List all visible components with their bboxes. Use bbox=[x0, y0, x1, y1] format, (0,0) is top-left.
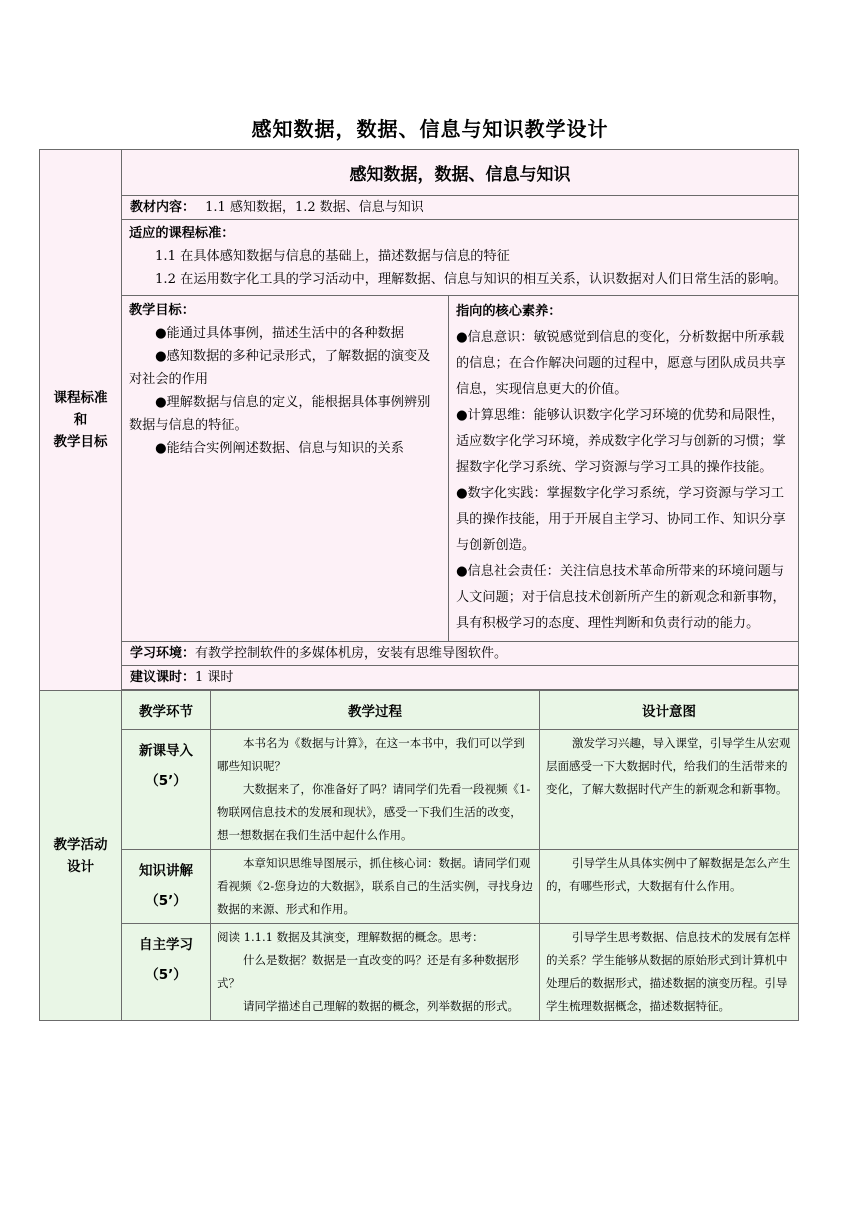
environment-value: 有教学控制软件的多媒体机房，安装有思维导图软件。 bbox=[195, 646, 508, 661]
stage-name: 自主学习 bbox=[139, 937, 193, 953]
material-value: 1.1 感知数据，1.2 数据、信息与知识 bbox=[205, 200, 424, 215]
standard-item: 1.2 在运用数字化工具的学习活动中，理解数据、信息与知识的相互关系，认识数据对人们日常生活的影响。 bbox=[155, 272, 787, 287]
section-label-activities bbox=[40, 691, 122, 1021]
literacy-label: 指向的核心素养： bbox=[456, 304, 562, 319]
side-label-line: 和 bbox=[73, 412, 88, 428]
standards-label: 适应的课程标准： bbox=[129, 226, 235, 241]
intent-text: 引导学生从具体实例中了解数据是怎么产生的，有哪些形式，大数据有什么作用。 bbox=[546, 856, 791, 893]
side-label-line: 课程标准 bbox=[53, 390, 108, 406]
process-cell bbox=[211, 850, 540, 924]
section-label-standards bbox=[40, 150, 122, 691]
goals-label: 教学目标： bbox=[129, 303, 195, 318]
intent-text: 引导学生思考数据、信息技术的发展有怎样的关系？学生能够从数据的原始形式到计算机中处理后的数据形式，描述数据的演变历程。引导学生梳理数据概念，描述数据特征。 bbox=[546, 930, 791, 1013]
material-label: 教材内容： bbox=[130, 200, 196, 215]
process-text: 本书名为《数据与计算》，在这一本书中，我们可以学到哪些知识呢？ bbox=[217, 736, 525, 773]
literacy-item: ●信息社会责任：关注信息技术革命所带来的环境问题与人文问题；对于信息技术创新所产生的新观念和新事物，具有积极学习的态度、理性判断和负责行动的能力。 bbox=[456, 564, 786, 631]
side-label-line: 设计 bbox=[67, 858, 94, 875]
stage-cell bbox=[122, 924, 211, 1021]
stage-name: 新课导入 bbox=[139, 743, 193, 759]
side-label-line: 教学活动 bbox=[53, 836, 108, 853]
process-text: 什么是数据？数据是一直改变的吗？还是有多种数据形式？ bbox=[217, 953, 519, 990]
goal-item: ●能结合实例阐述数据、信息与知识的关系 bbox=[155, 441, 404, 456]
intent-cell bbox=[540, 850, 799, 924]
document-title: 感知数据，数据、信息与知识教学设计 bbox=[251, 117, 609, 141]
intent-cell bbox=[540, 730, 799, 850]
environment-row bbox=[122, 642, 799, 666]
hours-label: 建议课时： bbox=[130, 670, 196, 685]
intent-cell bbox=[540, 924, 799, 1021]
process-cell bbox=[211, 924, 540, 1021]
literacy-item: ●信息意识：敏锐感觉到信息的变化，分析数据中所承载的信息；在合作解决问题的过程中，愿意与团队成员共享信息，实现信息更大的价值。 bbox=[456, 330, 786, 397]
literacy-item: ●数字化实践：掌握数字化学习系统，学习资源与学习工具的操作技能，用于开展自主学习、协同工作、知识分享与创新创造。 bbox=[456, 486, 786, 553]
stage-cell bbox=[122, 730, 211, 850]
goal-item: ●能通过具体事例，描述生活中的各种数据 bbox=[155, 326, 404, 341]
standard-item: 1.1 在具体感知数据与信息的基础上，描述数据与信息的特征 bbox=[155, 249, 510, 264]
column-header-intent: 设计意图 bbox=[540, 691, 799, 730]
topic-title: 感知数据，数据、信息与知识 bbox=[122, 150, 799, 196]
stage-name: 知识讲解 bbox=[139, 863, 193, 879]
material-row bbox=[122, 196, 799, 220]
stage-time: （5’） bbox=[145, 967, 187, 983]
stage-cell bbox=[122, 850, 211, 924]
column-header-stage: 教学环节 bbox=[122, 691, 211, 730]
literacy-item: ●计算思维：能够认识数字化学习环境的优势和局限性，适应数字化学习环境，养成数字化学习与创新的习惯；掌握数字化学习系统、学习资源与学习工具的操作技能。 bbox=[456, 408, 786, 475]
process-text: 请同学描述自己理解的数据的概念，列举数据的形式。 bbox=[243, 999, 519, 1013]
hours-value: 1 课时 bbox=[195, 670, 234, 685]
stage-time: （5’） bbox=[145, 773, 187, 789]
goal-item: ●理解数据与信息的定义，能根据具体事例辨别数据与信息的特征。 bbox=[129, 395, 431, 433]
activity-row bbox=[40, 850, 799, 924]
activity-row bbox=[40, 730, 799, 850]
intent-text: 激发学习兴趣，导入课堂，引导学生从宏观层面感受一下大数据时代，给我们的生活带来的变化，了解大数据时代产生的新观念和新事物。 bbox=[546, 736, 791, 796]
lesson-plan-table bbox=[39, 149, 799, 1021]
process-text: 阅读 1.1.1 数据及其演变，理解数据的概念。思考： bbox=[217, 930, 484, 944]
side-label-line: 教学目标 bbox=[53, 434, 108, 450]
hours-row bbox=[122, 666, 799, 690]
standards-cell bbox=[122, 220, 799, 296]
process-text: 本章知识思维导图展示，抓住核心词：数据。请同学们观看视频《2-您身边的大数据》，联系自己的生活实例，寻找身边数据的来源、形式和作用。 bbox=[217, 856, 533, 916]
goals-cell bbox=[122, 296, 449, 642]
process-cell bbox=[211, 730, 540, 850]
column-header-process: 教学过程 bbox=[211, 691, 540, 730]
activity-row bbox=[40, 924, 799, 1021]
stage-time: （5’） bbox=[145, 893, 187, 909]
goal-item: ●感知数据的多种记录形式，了解数据的演变及对社会的作用 bbox=[129, 349, 431, 387]
process-text: 大数据来了，你准备好了吗？请同学们先看一段视频《1-物联网信息技术的发展和现状》，感受一下我们生活的改变，想一想数据在我们生活中起什么作用。 bbox=[217, 782, 531, 842]
environment-label: 学习环境： bbox=[130, 646, 196, 661]
literacy-cell bbox=[449, 296, 799, 642]
